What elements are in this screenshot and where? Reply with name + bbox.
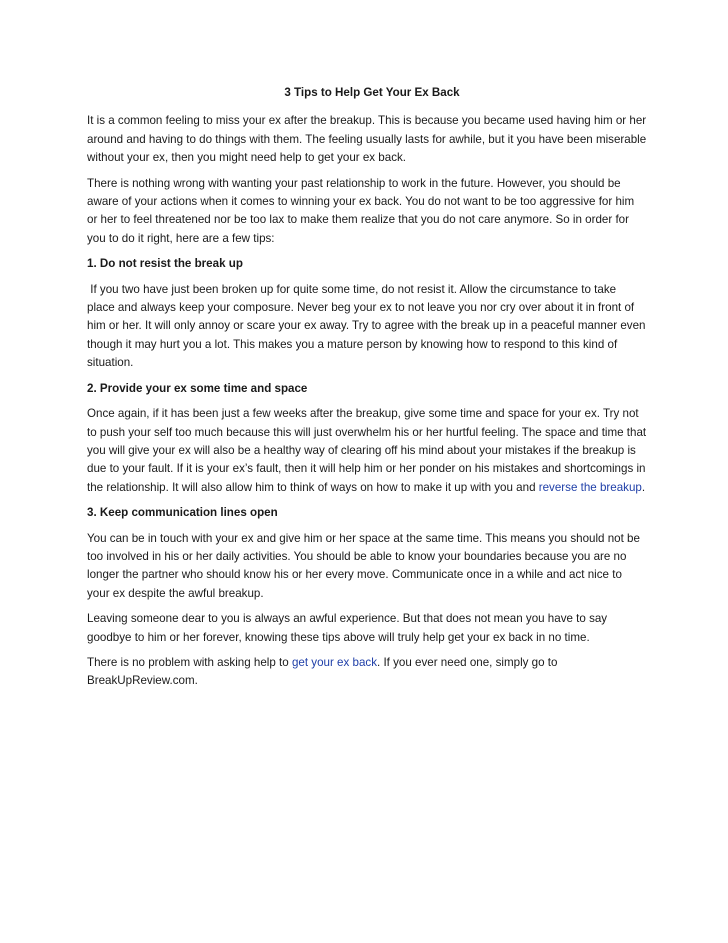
final-paragraph-text: There is no problem with asking help to	[87, 655, 292, 669]
intro-paragraph-2: There is nothing wrong with wanting your past relationship to work in the future. However, you should be aware of your actions when it comes to winning your ex back. You do not want to be too aggressive for him or her to feel threatened nor be too lax to make them realize that you do not care anymore. So in order for you to do it right, here are a few tips:	[87, 176, 635, 245]
final-paragraph-end: . If you ever need one, simply go to BreakUpReview.com.	[87, 655, 558, 688]
tip-3-heading: 3. Keep communication lines open	[87, 506, 278, 520]
tip-1-body: If you two have just been broken up for quite some time, do not resist it. Allow the circumstance to take place and always keep your composure. Never beg your ex to not leave you nor cry over about it in front of him or her. It will only annoy or scare your ex away. Try to agree with the break up in a peaceful manner even though it may hurt you a lot. This makes you a mature person by knowing how to respond to this kind of situation.	[87, 282, 649, 370]
closing-paragraph: Leaving someone dear to you is always an awful experience. But that does not mean you have to say goodbye to him or her forever, knowing these tips above will truly help get your ex back in no time.	[87, 612, 608, 644]
document-page	[87, 84, 647, 698]
tip-3-body: You can be in touch with your ex and give him or her space at the same time. This means you should not be too involved in his or her daily activities. You should be able to know your boundaries because you are no longer the partner who should know his or her every move. Communicate once in a while and act nice to your ex despite the awful breakup.	[87, 531, 640, 600]
reverse-the-breakup-link[interactable]: reverse the breakup	[538, 480, 642, 494]
intro-paragraph-1: It is a common feeling to miss your ex after the breakup. This is because you became used having him or her around and having to do things with them. The feeling usually lasts for awhile, but it you have been miserable without your ex, then you might need help to get your ex back.	[87, 114, 647, 165]
tip-1-heading: 1. Do not resist the break up	[87, 257, 243, 271]
tip-2-heading: 2. Provide your ex some time and space	[87, 381, 308, 395]
tip-2-body-text: Once again, if it has been just a few weeks after the breakup, give some time and space for your ex. Try not to push your self too much because this will just overwhelm his or her hurtful feeling. The space and time that you will give your ex will also be a healthy way of clearing off his mind about your mistakes if the breakup is due to your fault. If it is your ex’s fault, then it will help him or her ponder on his mistakes and shortcomings in the relationship. It will also allow him to think of ways on how to make it up with you and	[87, 407, 647, 494]
tip-2-body-end: .	[641, 480, 646, 494]
final-paragraph	[87, 654, 647, 691]
tip-2-body	[87, 405, 647, 497]
get-your-ex-back-link[interactable]: get your ex back	[291, 655, 378, 669]
document-title: 3 Tips to Help Get Your Ex Back	[284, 86, 460, 99]
